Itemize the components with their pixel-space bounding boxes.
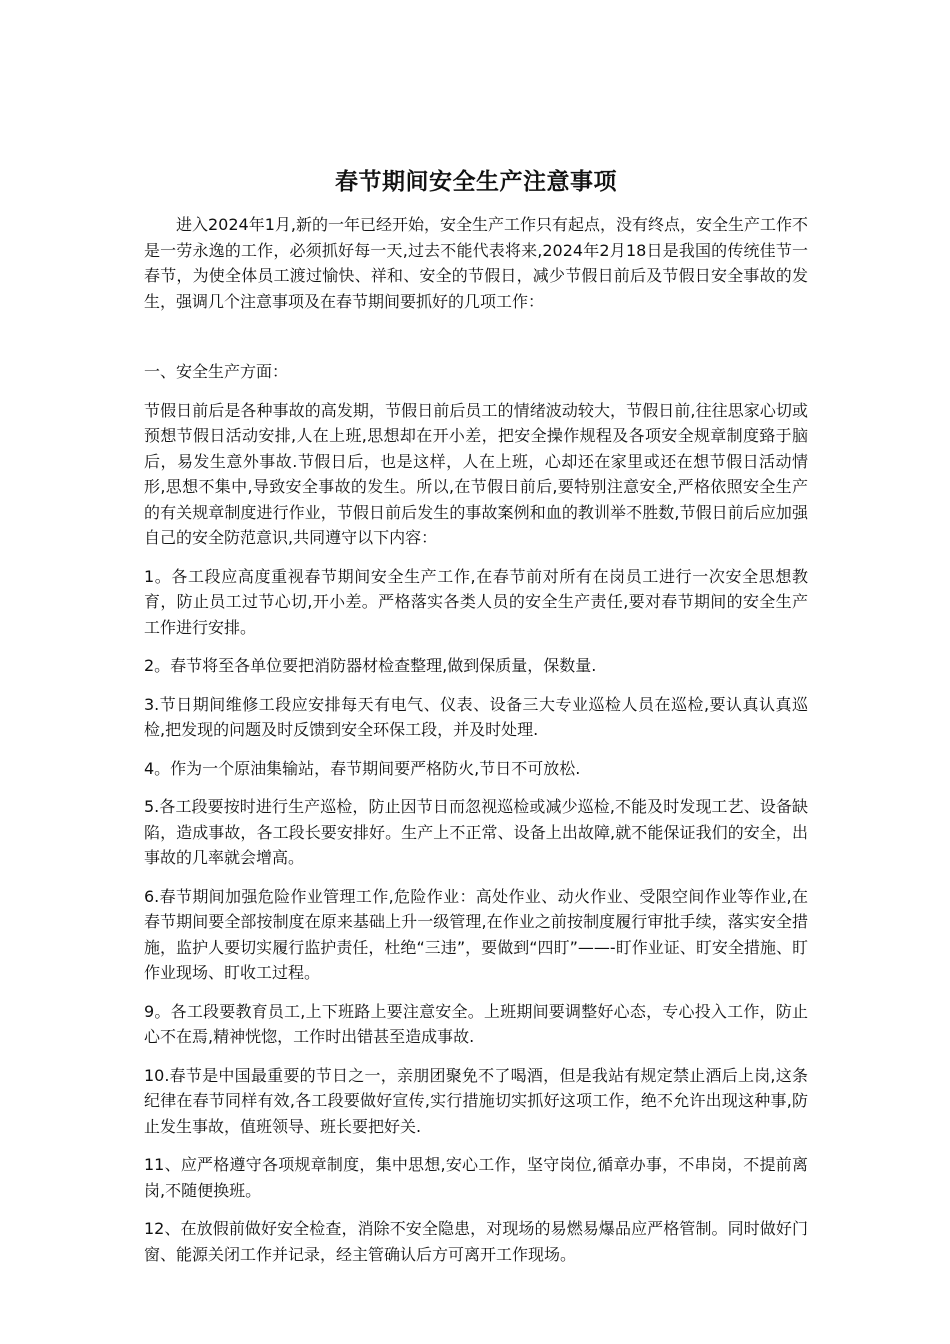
section-intro-paragraph: 节假日前后是各种事故的高发期，节假日前后员工的情绪波动较大，节假日前,往往思家心切或预想节假日活动安排,人在上班,思想却在开小差，把安全操作规程及各项安全规章制度臵于脑后，易发生意外事故.节假日后，也是这样，人在上班，心却还在家里或还在想节假日活动情形,思想不集中,导致安全事故的发生。所以,在节假日前后,要特别注意安全,严格依照安全生产的有关规章制度进行作业，节假日前后发生的事故案例和血的教训举不胜数,节假日前后应加强自己的安全防范意识,共同遵守以下内容：	[144, 400, 808, 547]
list-item: 5.各工段要按时进行生产巡检，防止因节日而忽视巡检或减少巡检,不能及时发现工艺、设备缺陷，造成事故，各工段长要安排好。生产上不正常、设备上出故障,就不能保证我们的安全，出事故的几率就会增高。	[144, 797, 808, 867]
list-item: 1。各工段应高度重视春节期间安全生产工作,在春节前对所有在岗员工进行一次安全思想教育，防止员工过节心切,开小差。严格落实各类人员的安全生产责任,要对春节期间的安全生产工作进行安排。	[144, 566, 808, 637]
list-item: 3.节日期间维修工段应安排每天有电气、仪表、设备三大专业巡检人员在巡检,要认真认真巡检,把发现的问题及时反馈到安全环保工段，并及时处理.	[144, 694, 808, 739]
list-item: 2。春节将至各单位要把消防器材检查整理,做到保质量，保数量.	[144, 656, 597, 675]
list-item: 6.春节期间加强危险作业管理工作,危险作业：高处作业、动火作业、受限空间作业等作业,在春节期间要全部按制度在原来基础上升一级管理,在作业之前按制度履行审批手续，落实安全措施，监护人要切实履行监护责任，杜绝“三违”，要做到“四盯”——-盯作业证、盯安全措施、盯作业现场、盯收工过程。	[144, 886, 808, 982]
list-item: 11、应严格遵守各项规章制度，集中思想,安心工作，坚守岗位,循章办事，不串岗，不提前离岗,不随便换班。	[144, 1155, 808, 1200]
intro-paragraph: 进入2024年1月,新的一年已经开始，安全生产工作只有起点，没有终点，安全生产工作不是一劳永逸的工作，必须抓好每一天,过去不能代表将来,2024年2月18日是我国的传统佳节一春节，为使全体员工渡过愉快、祥和、安全的节假日，减少节假日前后及节假日安全事故的发生，强调几个注意事项及在春节期间要抓好的几项工作：	[144, 215, 808, 311]
document-title: 春节期间安全生产注意事项	[335, 169, 617, 195]
list-item: 9。各工段要教育员工,上下班路上要注意安全。上班期间要调整好心态，专心投入工作，防止心不在焉,精神恍惚，工作时出错甚至造成事故.	[144, 1001, 808, 1046]
section-heading: 一、安全生产方面：	[144, 362, 289, 381]
list-item: 10.春节是中国最重要的节日之一，亲朋团聚免不了喝酒，但是我站有规定禁止酒后上岗,这条纪律在春节同样有效,各工段要做好宣传,实行措施切实抓好这项工作，绝不允许出现这种事,防止发生事故，值班领导、班长要把好关.	[144, 1065, 808, 1136]
document-body	[144, 162, 808, 1280]
list-item: 12、在放假前做好安全检查，消除不安全隐患，对现场的易燃易爆品应严格管制。同时做好门窗、能源关闭工作并记录，经主管确认后方可离开工作现场。	[144, 1219, 808, 1264]
list-item: 4。作为一个原油集输站，春节期间要严格防火,节日不可放松.	[144, 758, 581, 778]
